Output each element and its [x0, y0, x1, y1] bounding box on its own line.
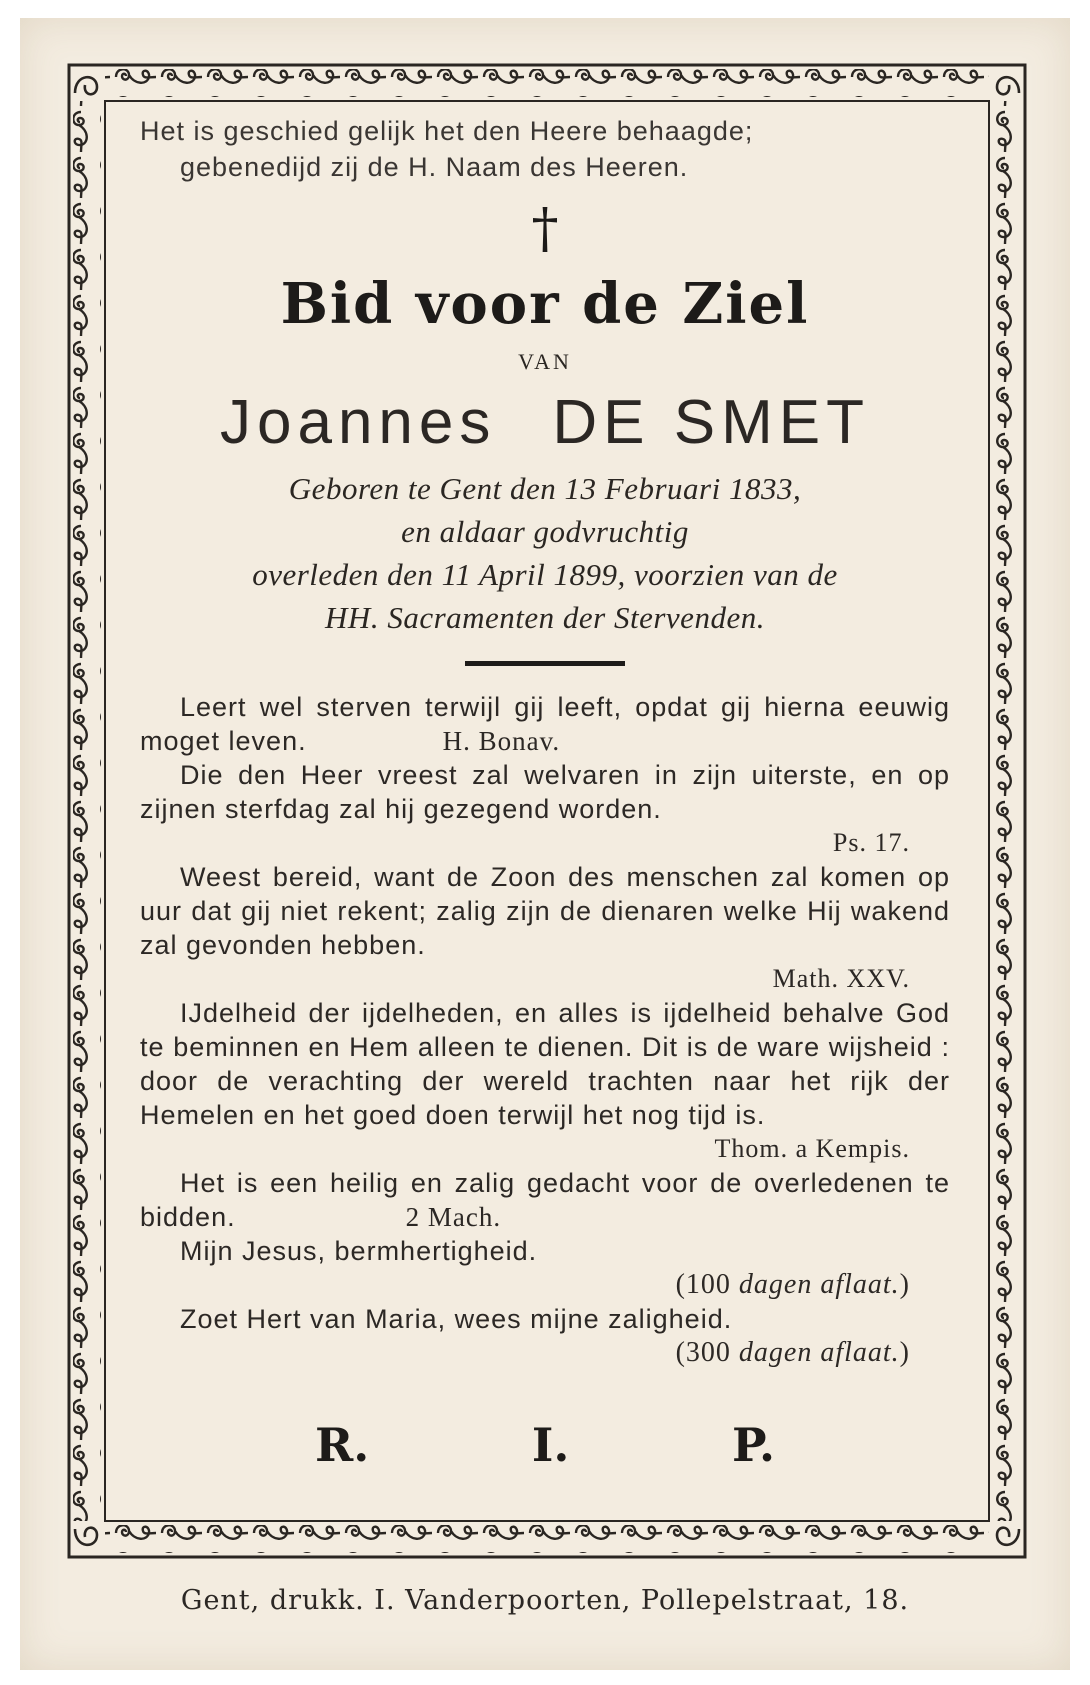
biography: [140, 467, 950, 639]
divider: [465, 661, 625, 666]
cross-icon: †: [531, 197, 559, 260]
quote-5-text: Het is een heilig en zalig gedacht voor de overledenen te bidden.: [140, 1168, 950, 1232]
deceased-name: [140, 383, 950, 463]
quote-4-source: Thom. a Kempis.: [714, 1134, 910, 1163]
quote-1: [140, 690, 950, 758]
bio-line-3: overleden den 11 April 1899, voorzien van de: [252, 557, 838, 592]
quote-5-source: 2 Mach.: [405, 1202, 502, 1232]
quote-7: Zoet Hert van Maria, wees mijne zaligheid.: [180, 1304, 733, 1334]
rip-i: I.: [531, 1418, 570, 1472]
epigraph-line-2: gebenedijd zij de H. Naam des Heeren.: [180, 152, 689, 182]
quote-4: IJdelheid der ijdelheden, en alles is ijdelheid behalve God te beminnen en Hem alleen te dienen. Dit is de ware wijsheid : door de verachting der wereld trachten naar het rijk der Hemelen en het goed doen terwijl het nog tijd is.: [140, 998, 950, 1130]
quote-1-text: Leert wel sterven terwijl gij leeft, opdat gij hierna eeuwig moget leven.: [140, 692, 950, 756]
quotes-block: [140, 690, 950, 1370]
van-label: VAN: [518, 349, 572, 374]
surname: DE SMET: [552, 388, 870, 457]
quote-6-indulgence: (100 dagen aflaat.): [675, 1269, 910, 1300]
epigraph-line-1: Het is geschied gelijk het den Heere behaagde;: [140, 116, 754, 146]
quote-3-source: Math. XXV.: [772, 964, 910, 993]
first-name: Joannes: [219, 388, 497, 457]
quote-2: Die den Heer vreest zal welvaren in zijn uiterste, en op zijnen sterfdag zal hij gezegend worden.: [140, 760, 950, 824]
bio-line-4: HH. Sacramenten der Stervenden.: [325, 600, 765, 635]
quote-6: Mijn Jesus, bermhertigheid.: [180, 1236, 538, 1266]
heading: Bid voor de Ziel: [280, 271, 810, 337]
memorial-card: [20, 18, 1070, 1670]
rip-line: [315, 1418, 775, 1472]
quote-7-indulgence: (300 dagen aflaat.): [675, 1337, 910, 1368]
bio-line-2: en aldaar godvruchtig: [401, 514, 689, 549]
card-content: [140, 113, 950, 1472]
printer-imprint: Gent, drukk. I. Vanderpoorten, Pollepelstraat, 18.: [180, 1585, 910, 1616]
quote-2-source: Ps. 17.: [832, 828, 910, 857]
quote-1-source: H. Bonav.: [442, 726, 561, 756]
quote-5: [140, 1166, 950, 1234]
quote-3: Weest bereid, want de Zoon des menschen zal komen op uur dat gij niet rekent; zalig zijn de dienaren welke Hij wakend zal gevonden hebben.: [140, 862, 950, 960]
rip-r: R.: [315, 1418, 370, 1472]
bio-line-1: Geboren te Gent den 13 Februari 1833,: [288, 471, 802, 506]
epigraph: [140, 113, 950, 185]
rip-p: P.: [731, 1418, 775, 1472]
